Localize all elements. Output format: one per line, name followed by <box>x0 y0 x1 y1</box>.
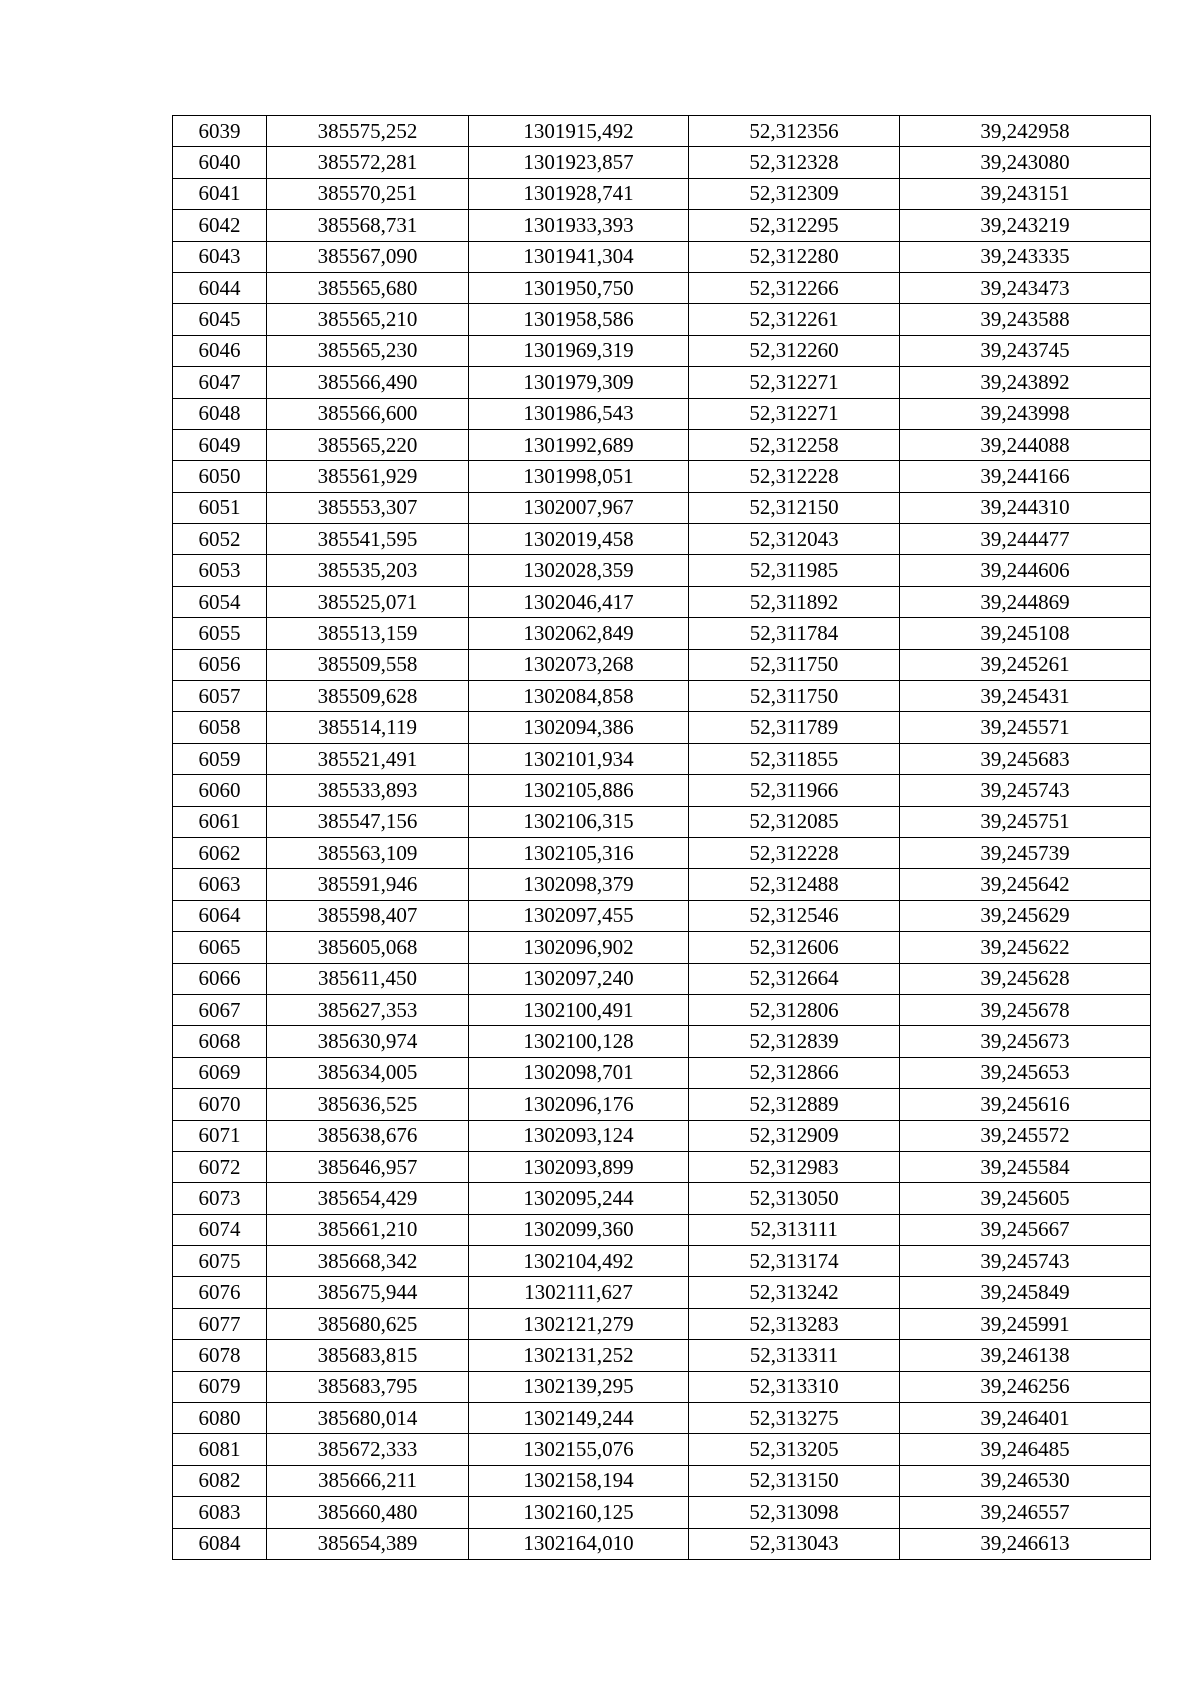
y-coordinate-cell: 1302105,316 <box>469 837 689 868</box>
longitude-cell: 39,243080 <box>900 147 1151 178</box>
point-number-cell: 6054 <box>173 586 267 617</box>
y-coordinate-cell: 1302111,627 <box>469 1277 689 1308</box>
latitude-cell: 52,311784 <box>689 618 900 649</box>
longitude-cell: 39,244310 <box>900 492 1151 523</box>
table-row <box>173 1183 1151 1214</box>
point-number-cell: 6055 <box>173 618 267 649</box>
longitude-cell: 39,243588 <box>900 304 1151 335</box>
y-coordinate-cell: 1302100,491 <box>469 994 689 1025</box>
point-number-cell: 6062 <box>173 837 267 868</box>
y-coordinate-cell: 1302101,934 <box>469 743 689 774</box>
point-number-cell: 6075 <box>173 1246 267 1277</box>
latitude-cell: 52,312271 <box>689 367 900 398</box>
latitude-cell: 52,311892 <box>689 586 900 617</box>
y-coordinate-cell: 1302028,359 <box>469 555 689 586</box>
latitude-cell: 52,312606 <box>689 932 900 963</box>
table-row <box>173 837 1151 868</box>
latitude-cell: 52,312280 <box>689 241 900 272</box>
y-coordinate-cell: 1302019,458 <box>469 524 689 555</box>
longitude-cell: 39,245571 <box>900 712 1151 743</box>
x-coordinate-cell: 385627,353 <box>267 994 469 1025</box>
latitude-cell: 52,312546 <box>689 900 900 931</box>
longitude-cell: 39,243745 <box>900 335 1151 366</box>
y-coordinate-cell: 1302096,902 <box>469 932 689 963</box>
latitude-cell: 52,313205 <box>689 1434 900 1465</box>
longitude-cell: 39,245673 <box>900 1026 1151 1057</box>
x-coordinate-cell: 385566,600 <box>267 398 469 429</box>
y-coordinate-cell: 1302084,858 <box>469 681 689 712</box>
longitude-cell: 39,244088 <box>900 429 1151 460</box>
longitude-cell: 39,245629 <box>900 900 1151 931</box>
latitude-cell: 52,313310 <box>689 1371 900 1402</box>
point-number-cell: 6058 <box>173 712 267 743</box>
point-number-cell: 6063 <box>173 869 267 900</box>
point-number-cell: 6051 <box>173 492 267 523</box>
x-coordinate-cell: 385683,815 <box>267 1340 469 1371</box>
point-number-cell: 6045 <box>173 304 267 335</box>
longitude-cell: 39,243151 <box>900 178 1151 209</box>
y-coordinate-cell: 1302093,124 <box>469 1120 689 1151</box>
latitude-cell: 52,313111 <box>689 1214 900 1245</box>
latitude-cell: 52,313275 <box>689 1403 900 1434</box>
x-coordinate-cell: 385654,429 <box>267 1183 469 1214</box>
y-coordinate-cell: 1301992,689 <box>469 429 689 460</box>
point-number-cell: 6069 <box>173 1057 267 1088</box>
latitude-cell: 52,311789 <box>689 712 900 743</box>
x-coordinate-cell: 385553,307 <box>267 492 469 523</box>
longitude-cell: 39,246401 <box>900 1403 1151 1434</box>
point-number-cell: 6039 <box>173 116 267 147</box>
y-coordinate-cell: 1302160,125 <box>469 1497 689 1528</box>
latitude-cell: 52,311966 <box>689 775 900 806</box>
y-coordinate-cell: 1302098,701 <box>469 1057 689 1088</box>
y-coordinate-cell: 1302096,176 <box>469 1089 689 1120</box>
point-number-cell: 6050 <box>173 461 267 492</box>
x-coordinate-cell: 385566,490 <box>267 367 469 398</box>
longitude-cell: 39,243998 <box>900 398 1151 429</box>
latitude-cell: 52,312043 <box>689 524 900 555</box>
y-coordinate-cell: 1302093,899 <box>469 1151 689 1182</box>
point-number-cell: 6053 <box>173 555 267 586</box>
y-coordinate-cell: 1302158,194 <box>469 1465 689 1496</box>
longitude-cell: 39,244869 <box>900 586 1151 617</box>
coordinates-table <box>172 115 1151 1560</box>
longitude-cell: 39,245678 <box>900 994 1151 1025</box>
latitude-cell: 52,312309 <box>689 178 900 209</box>
y-coordinate-cell: 1301941,304 <box>469 241 689 272</box>
y-coordinate-cell: 1302106,315 <box>469 806 689 837</box>
point-number-cell: 6064 <box>173 900 267 931</box>
point-number-cell: 6052 <box>173 524 267 555</box>
longitude-cell: 39,245572 <box>900 1120 1151 1151</box>
latitude-cell: 52,312295 <box>689 210 900 241</box>
table-row <box>173 1528 1151 1559</box>
point-number-cell: 6081 <box>173 1434 267 1465</box>
x-coordinate-cell: 385654,389 <box>267 1528 469 1559</box>
y-coordinate-cell: 1302155,076 <box>469 1434 689 1465</box>
latitude-cell: 52,313174 <box>689 1246 900 1277</box>
table-row <box>173 1465 1151 1496</box>
table-row <box>173 994 1151 1025</box>
x-coordinate-cell: 385598,407 <box>267 900 469 931</box>
table-row <box>173 806 1151 837</box>
table-row <box>173 147 1151 178</box>
table-row <box>173 932 1151 963</box>
longitude-cell: 39,245584 <box>900 1151 1151 1182</box>
table-row <box>173 963 1151 994</box>
table-row <box>173 335 1151 366</box>
x-coordinate-cell: 385630,974 <box>267 1026 469 1057</box>
point-number-cell: 6078 <box>173 1340 267 1371</box>
latitude-cell: 52,311750 <box>689 681 900 712</box>
point-number-cell: 6070 <box>173 1089 267 1120</box>
point-number-cell: 6077 <box>173 1308 267 1339</box>
point-number-cell: 6061 <box>173 806 267 837</box>
table-row <box>173 524 1151 555</box>
longitude-cell: 39,244606 <box>900 555 1151 586</box>
y-coordinate-cell: 1301986,543 <box>469 398 689 429</box>
table-row <box>173 1057 1151 1088</box>
x-coordinate-cell: 385680,625 <box>267 1308 469 1339</box>
longitude-cell: 39,246138 <box>900 1340 1151 1371</box>
latitude-cell: 52,313283 <box>689 1308 900 1339</box>
table-row <box>173 210 1151 241</box>
x-coordinate-cell: 385509,558 <box>267 649 469 680</box>
point-number-cell: 6044 <box>173 272 267 303</box>
table-row <box>173 367 1151 398</box>
latitude-cell: 52,312228 <box>689 837 900 868</box>
point-number-cell: 6076 <box>173 1277 267 1308</box>
x-coordinate-cell: 385591,946 <box>267 869 469 900</box>
x-coordinate-cell: 385565,680 <box>267 272 469 303</box>
y-coordinate-cell: 1301950,750 <box>469 272 689 303</box>
table-row <box>173 1497 1151 1528</box>
table-row <box>173 1371 1151 1402</box>
x-coordinate-cell: 385568,731 <box>267 210 469 241</box>
latitude-cell: 52,312150 <box>689 492 900 523</box>
x-coordinate-cell: 385668,342 <box>267 1246 469 1277</box>
y-coordinate-cell: 1302100,128 <box>469 1026 689 1057</box>
x-coordinate-cell: 385572,281 <box>267 147 469 178</box>
point-number-cell: 6042 <box>173 210 267 241</box>
y-coordinate-cell: 1302121,279 <box>469 1308 689 1339</box>
x-coordinate-cell: 385547,156 <box>267 806 469 837</box>
point-number-cell: 6084 <box>173 1528 267 1559</box>
longitude-cell: 39,245642 <box>900 869 1151 900</box>
y-coordinate-cell: 1302131,252 <box>469 1340 689 1371</box>
latitude-cell: 52,313098 <box>689 1497 900 1528</box>
latitude-cell: 52,311985 <box>689 555 900 586</box>
longitude-cell: 39,244166 <box>900 461 1151 492</box>
latitude-cell: 52,312866 <box>689 1057 900 1088</box>
point-number-cell: 6073 <box>173 1183 267 1214</box>
x-coordinate-cell: 385535,203 <box>267 555 469 586</box>
table-row <box>173 178 1151 209</box>
latitude-cell: 52,312266 <box>689 272 900 303</box>
longitude-cell: 39,246613 <box>900 1528 1151 1559</box>
table-row <box>173 1026 1151 1057</box>
x-coordinate-cell: 385575,252 <box>267 116 469 147</box>
table-row <box>173 775 1151 806</box>
y-coordinate-cell: 1301915,492 <box>469 116 689 147</box>
latitude-cell: 52,311750 <box>689 649 900 680</box>
longitude-cell: 39,243892 <box>900 367 1151 398</box>
latitude-cell: 52,312889 <box>689 1089 900 1120</box>
y-coordinate-cell: 1302139,295 <box>469 1371 689 1402</box>
table-row <box>173 649 1151 680</box>
y-coordinate-cell: 1302095,244 <box>469 1183 689 1214</box>
x-coordinate-cell: 385634,005 <box>267 1057 469 1088</box>
table-row <box>173 586 1151 617</box>
point-number-cell: 6083 <box>173 1497 267 1528</box>
latitude-cell: 52,313311 <box>689 1340 900 1371</box>
latitude-cell: 52,312271 <box>689 398 900 429</box>
y-coordinate-cell: 1301998,051 <box>469 461 689 492</box>
longitude-cell: 39,245743 <box>900 775 1151 806</box>
longitude-cell: 39,246557 <box>900 1497 1151 1528</box>
x-coordinate-cell: 385660,480 <box>267 1497 469 1528</box>
point-number-cell: 6040 <box>173 147 267 178</box>
longitude-cell: 39,243473 <box>900 272 1151 303</box>
y-coordinate-cell: 1302073,268 <box>469 649 689 680</box>
longitude-cell: 39,245849 <box>900 1277 1151 1308</box>
table-row <box>173 555 1151 586</box>
table-row <box>173 1246 1151 1277</box>
longitude-cell: 39,244477 <box>900 524 1151 555</box>
latitude-cell: 52,312260 <box>689 335 900 366</box>
x-coordinate-cell: 385514,119 <box>267 712 469 743</box>
y-coordinate-cell: 1301923,857 <box>469 147 689 178</box>
longitude-cell: 39,245605 <box>900 1183 1151 1214</box>
y-coordinate-cell: 1302007,967 <box>469 492 689 523</box>
x-coordinate-cell: 385521,491 <box>267 743 469 774</box>
table-row <box>173 1277 1151 1308</box>
longitude-cell: 39,245991 <box>900 1308 1151 1339</box>
y-coordinate-cell: 1302149,244 <box>469 1403 689 1434</box>
y-coordinate-cell: 1301979,309 <box>469 367 689 398</box>
table-row <box>173 712 1151 743</box>
y-coordinate-cell: 1301928,741 <box>469 178 689 209</box>
longitude-cell: 39,242958 <box>900 116 1151 147</box>
x-coordinate-cell: 385565,220 <box>267 429 469 460</box>
x-coordinate-cell: 385509,628 <box>267 681 469 712</box>
latitude-cell: 52,312983 <box>689 1151 900 1182</box>
point-number-cell: 6072 <box>173 1151 267 1182</box>
latitude-cell: 52,312664 <box>689 963 900 994</box>
table-row <box>173 869 1151 900</box>
longitude-cell: 39,245616 <box>900 1089 1151 1120</box>
longitude-cell: 39,243219 <box>900 210 1151 241</box>
longitude-cell: 39,245628 <box>900 963 1151 994</box>
longitude-cell: 39,245751 <box>900 806 1151 837</box>
table-row <box>173 1214 1151 1245</box>
x-coordinate-cell: 385513,159 <box>267 618 469 649</box>
point-number-cell: 6041 <box>173 178 267 209</box>
latitude-cell: 52,312356 <box>689 116 900 147</box>
latitude-cell: 52,312909 <box>689 1120 900 1151</box>
table-row <box>173 461 1151 492</box>
longitude-cell: 39,245108 <box>900 618 1151 649</box>
x-coordinate-cell: 385636,525 <box>267 1089 469 1120</box>
coordinates-table-body <box>173 116 1151 1560</box>
point-number-cell: 6080 <box>173 1403 267 1434</box>
y-coordinate-cell: 1301969,319 <box>469 335 689 366</box>
point-number-cell: 6068 <box>173 1026 267 1057</box>
x-coordinate-cell: 385533,893 <box>267 775 469 806</box>
y-coordinate-cell: 1302097,240 <box>469 963 689 994</box>
x-coordinate-cell: 385565,230 <box>267 335 469 366</box>
longitude-cell: 39,243335 <box>900 241 1151 272</box>
table-row <box>173 1434 1151 1465</box>
x-coordinate-cell: 385561,929 <box>267 461 469 492</box>
point-number-cell: 6049 <box>173 429 267 460</box>
x-coordinate-cell: 385683,795 <box>267 1371 469 1402</box>
table-row <box>173 492 1151 523</box>
table-row <box>173 1089 1151 1120</box>
point-number-cell: 6067 <box>173 994 267 1025</box>
table-row <box>173 743 1151 774</box>
table-row <box>173 272 1151 303</box>
latitude-cell: 52,312839 <box>689 1026 900 1057</box>
point-number-cell: 6059 <box>173 743 267 774</box>
point-number-cell: 6066 <box>173 963 267 994</box>
table-row <box>173 618 1151 649</box>
x-coordinate-cell: 385666,211 <box>267 1465 469 1496</box>
latitude-cell: 52,313242 <box>689 1277 900 1308</box>
point-number-cell: 6047 <box>173 367 267 398</box>
x-coordinate-cell: 385646,957 <box>267 1151 469 1182</box>
y-coordinate-cell: 1302164,010 <box>469 1528 689 1559</box>
x-coordinate-cell: 385570,251 <box>267 178 469 209</box>
y-coordinate-cell: 1302098,379 <box>469 869 689 900</box>
longitude-cell: 39,246256 <box>900 1371 1151 1402</box>
latitude-cell: 52,312258 <box>689 429 900 460</box>
point-number-cell: 6060 <box>173 775 267 806</box>
x-coordinate-cell: 385525,071 <box>267 586 469 617</box>
x-coordinate-cell: 385567,090 <box>267 241 469 272</box>
latitude-cell: 52,312488 <box>689 869 900 900</box>
x-coordinate-cell: 385680,014 <box>267 1403 469 1434</box>
x-coordinate-cell: 385672,333 <box>267 1434 469 1465</box>
latitude-cell: 52,313050 <box>689 1183 900 1214</box>
latitude-cell: 52,312328 <box>689 147 900 178</box>
point-number-cell: 6048 <box>173 398 267 429</box>
point-number-cell: 6082 <box>173 1465 267 1496</box>
latitude-cell: 52,312085 <box>689 806 900 837</box>
table-row <box>173 1403 1151 1434</box>
x-coordinate-cell: 385565,210 <box>267 304 469 335</box>
point-number-cell: 6074 <box>173 1214 267 1245</box>
table-row <box>173 304 1151 335</box>
table-row <box>173 900 1151 931</box>
latitude-cell: 52,312261 <box>689 304 900 335</box>
x-coordinate-cell: 385563,109 <box>267 837 469 868</box>
x-coordinate-cell: 385611,450 <box>267 963 469 994</box>
latitude-cell: 52,313150 <box>689 1465 900 1496</box>
latitude-cell: 52,313043 <box>689 1528 900 1559</box>
y-coordinate-cell: 1302094,386 <box>469 712 689 743</box>
y-coordinate-cell: 1302099,360 <box>469 1214 689 1245</box>
point-number-cell: 6079 <box>173 1371 267 1402</box>
longitude-cell: 39,245743 <box>900 1246 1151 1277</box>
x-coordinate-cell: 385605,068 <box>267 932 469 963</box>
longitude-cell: 39,245431 <box>900 681 1151 712</box>
point-number-cell: 6043 <box>173 241 267 272</box>
latitude-cell: 52,312228 <box>689 461 900 492</box>
point-number-cell: 6071 <box>173 1120 267 1151</box>
y-coordinate-cell: 1302105,886 <box>469 775 689 806</box>
longitude-cell: 39,246485 <box>900 1434 1151 1465</box>
latitude-cell: 52,311855 <box>689 743 900 774</box>
y-coordinate-cell: 1302097,455 <box>469 900 689 931</box>
y-coordinate-cell: 1302104,492 <box>469 1246 689 1277</box>
x-coordinate-cell: 385638,676 <box>267 1120 469 1151</box>
x-coordinate-cell: 385541,595 <box>267 524 469 555</box>
table-row <box>173 1151 1151 1182</box>
table-row <box>173 116 1151 147</box>
table-row <box>173 429 1151 460</box>
table-row <box>173 241 1151 272</box>
point-number-cell: 6065 <box>173 932 267 963</box>
longitude-cell: 39,245739 <box>900 837 1151 868</box>
longitude-cell: 39,245683 <box>900 743 1151 774</box>
table-row <box>173 681 1151 712</box>
point-number-cell: 6057 <box>173 681 267 712</box>
y-coordinate-cell: 1301933,393 <box>469 210 689 241</box>
longitude-cell: 39,245261 <box>900 649 1151 680</box>
x-coordinate-cell: 385661,210 <box>267 1214 469 1245</box>
longitude-cell: 39,245622 <box>900 932 1151 963</box>
y-coordinate-cell: 1302062,849 <box>469 618 689 649</box>
point-number-cell: 6056 <box>173 649 267 680</box>
latitude-cell: 52,312806 <box>689 994 900 1025</box>
longitude-cell: 39,246530 <box>900 1465 1151 1496</box>
y-coordinate-cell: 1301958,586 <box>469 304 689 335</box>
x-coordinate-cell: 385675,944 <box>267 1277 469 1308</box>
longitude-cell: 39,245653 <box>900 1057 1151 1088</box>
table-row <box>173 398 1151 429</box>
table-row <box>173 1120 1151 1151</box>
y-coordinate-cell: 1302046,417 <box>469 586 689 617</box>
point-number-cell: 6046 <box>173 335 267 366</box>
table-row <box>173 1340 1151 1371</box>
table-row <box>173 1308 1151 1339</box>
longitude-cell: 39,245667 <box>900 1214 1151 1245</box>
